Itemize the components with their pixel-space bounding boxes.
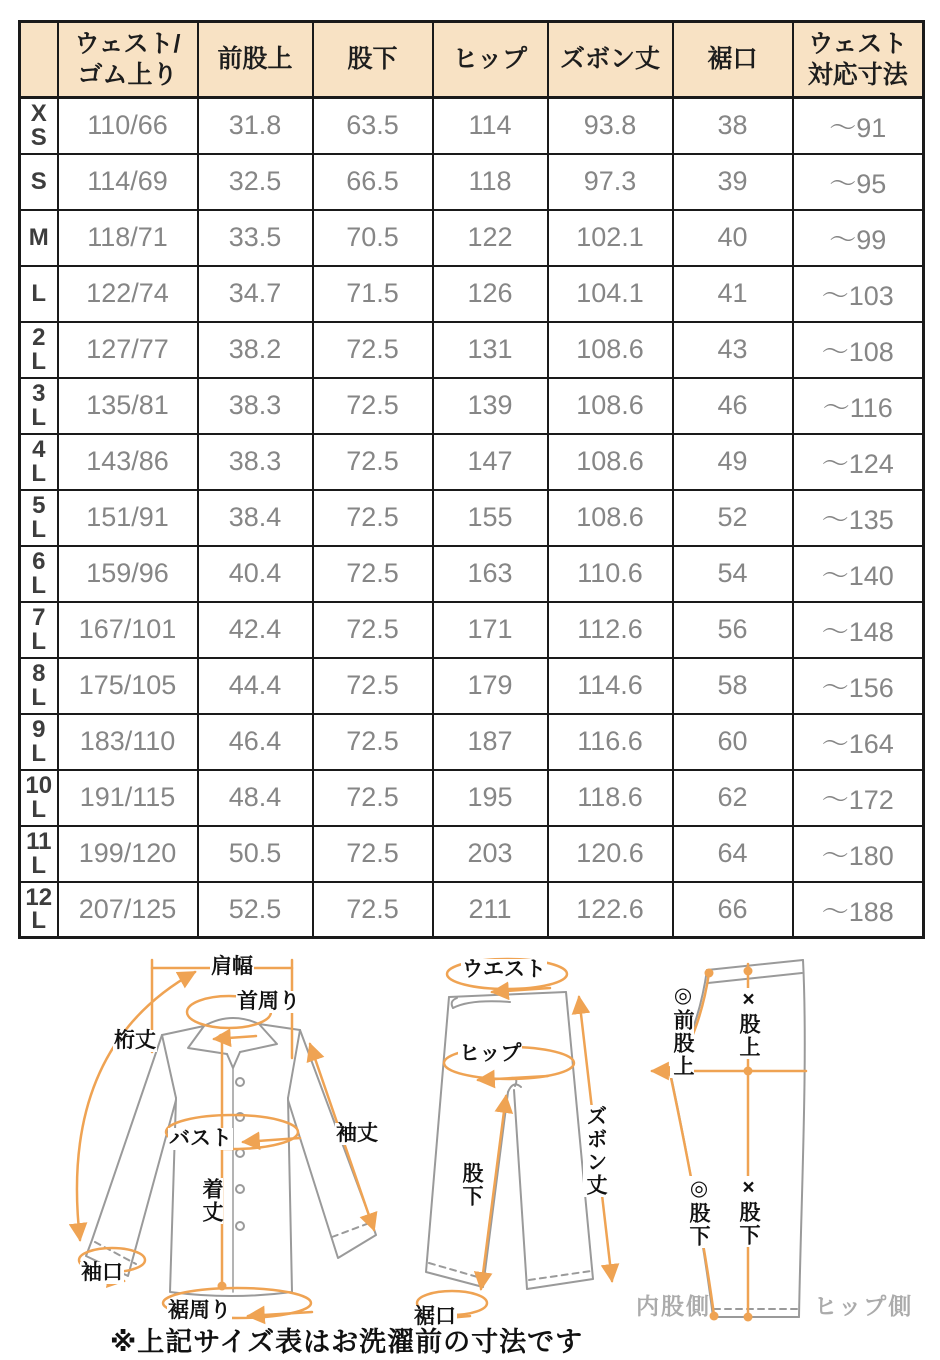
measurement-cell: 131 [433, 322, 548, 378]
measurement-cell: 42.4 [198, 602, 313, 658]
label-inseam-x: ×股下 [737, 1176, 761, 1247]
size-label: 11 L [20, 826, 58, 882]
size-label: 9 L [20, 714, 58, 770]
measurement-cell: 108.6 [548, 378, 673, 434]
measurement-cell: 52 [673, 490, 793, 546]
measurement-cell: ～103 [793, 266, 924, 322]
size-row [20, 378, 924, 434]
size-row [20, 770, 924, 826]
column-header: ズボン丈 [548, 22, 673, 98]
measurement-cell: 66.5 [313, 154, 433, 210]
label-hem-opening: 裾口 [414, 1305, 456, 1328]
measurement-cell: 139 [433, 378, 548, 434]
measurement-diagrams [0, 940, 940, 1340]
column-header: ヒップ [433, 22, 548, 98]
measurement-cell: 147 [433, 434, 548, 490]
measurement-cell: ～140 [793, 546, 924, 602]
measurement-cell: 122/74 [58, 266, 198, 322]
measurement-cell: 43 [673, 322, 793, 378]
label-cuff-opening: 袖口 [81, 1261, 123, 1284]
size-label: 5 L [20, 490, 58, 546]
pants-front-outline-drawing [426, 992, 593, 1289]
measurement-cell: ～135 [793, 490, 924, 546]
label-sleeve-length: 袖丈 [336, 1122, 378, 1145]
size-label: L [20, 266, 58, 322]
header-row [20, 22, 924, 98]
measurement-cell: 72.5 [313, 882, 433, 938]
measurement-cell: 167/101 [58, 602, 198, 658]
size-row [20, 826, 924, 882]
measurement-cell: 50.5 [198, 826, 313, 882]
label-shoulder-width: 肩幅 [211, 955, 253, 978]
measurement-cell: 118.6 [548, 770, 673, 826]
measurement-cell: ～172 [793, 770, 924, 826]
measurement-cell: 58 [673, 658, 793, 714]
measurement-cell: 72.5 [313, 714, 433, 770]
measurement-cell: 44.4 [198, 658, 313, 714]
measurement-cell: 135/81 [58, 378, 198, 434]
size-row [20, 322, 924, 378]
measurement-cell: 114 [433, 98, 548, 154]
measurement-cell: 32.5 [198, 154, 313, 210]
measurement-cell: 62 [673, 770, 793, 826]
label-front-rise: ◎前股上 [671, 983, 695, 1078]
measurement-cell: 122.6 [548, 882, 673, 938]
measurement-cell: 38.4 [198, 490, 313, 546]
size-label: 4 L [20, 434, 58, 490]
pre-wash-note: ※上記サイズ表はお洗濯前の寸法です [110, 1327, 584, 1357]
size-table [18, 20, 925, 939]
measurement-cell: ～95 [793, 154, 924, 210]
size-label: S [20, 154, 58, 210]
measurement-cell: 97.3 [548, 154, 673, 210]
size-label: 12 L [20, 882, 58, 938]
column-header: ウェスト 対応寸法 [793, 22, 924, 98]
measurement-cell: 52.5 [198, 882, 313, 938]
measurement-cell: 183/110 [58, 714, 198, 770]
measurement-cell: 159/96 [58, 546, 198, 602]
size-row [20, 154, 924, 210]
measurement-cell: ～124 [793, 434, 924, 490]
measurement-cell: 127/77 [58, 322, 198, 378]
measurement-cell: 126 [433, 266, 548, 322]
column-header: 前股上 [198, 22, 313, 98]
size-row [20, 98, 924, 154]
column-header: 裾口 [673, 22, 793, 98]
measurement-cell: 207/125 [58, 882, 198, 938]
measurement-cell: 66 [673, 882, 793, 938]
size-label: M [20, 210, 58, 266]
measurement-cell: 187 [433, 714, 548, 770]
measurement-cell: 40 [673, 210, 793, 266]
label-yuki-length: 桁丈 [114, 1029, 156, 1052]
measurement-cell: 72.5 [313, 658, 433, 714]
measurement-cell: 39 [673, 154, 793, 210]
measurement-cell: 38 [673, 98, 793, 154]
size-row [20, 546, 924, 602]
size-label: 7 L [20, 602, 58, 658]
measurement-cell: 33.5 [198, 210, 313, 266]
size-row [20, 658, 924, 714]
measurement-cell: 46 [673, 378, 793, 434]
measurement-cell: ～188 [793, 882, 924, 938]
measurement-cell: 72.5 [313, 826, 433, 882]
shirt-outline-drawing [86, 1018, 376, 1296]
measurement-cell: 64 [673, 826, 793, 882]
size-row [20, 434, 924, 490]
measurement-cell: 38.3 [198, 434, 313, 490]
measurement-cell: 38.3 [198, 378, 313, 434]
label-bust: バスト [169, 1127, 232, 1150]
measurement-cell: ～99 [793, 210, 924, 266]
label-inseam-circle: ◎股下 [687, 1176, 711, 1248]
label-rise: ×股上 [737, 988, 761, 1059]
measurement-cell: 72.5 [313, 490, 433, 546]
measurement-cell: 40.4 [198, 546, 313, 602]
column-header: 股下 [313, 22, 433, 98]
label-body-length: 着丈 [200, 1178, 224, 1224]
measurement-cell: 72.5 [313, 546, 433, 602]
measurement-cell: 120.6 [548, 826, 673, 882]
measurement-cell: 195 [433, 770, 548, 826]
measurement-cell: 199/120 [58, 826, 198, 882]
measurement-cell: 70.5 [313, 210, 433, 266]
label-pants-length: ズボン丈 [584, 1105, 608, 1197]
measurement-cell: 49 [673, 434, 793, 490]
measurement-cell: 104.1 [548, 266, 673, 322]
corner-cell [20, 22, 58, 98]
size-label: 3 L [20, 378, 58, 434]
size-label: 6 L [20, 546, 58, 602]
measurement-cell: 114/69 [58, 154, 198, 210]
measurement-cell: 116.6 [548, 714, 673, 770]
column-header: ウェスト/ ゴム上り [58, 22, 198, 98]
label-hip-side: ヒップ側 [814, 1293, 914, 1319]
measurement-cell: 175/105 [58, 658, 198, 714]
measurement-cell: ～156 [793, 658, 924, 714]
measurement-cell: ～164 [793, 714, 924, 770]
size-row [20, 602, 924, 658]
measurement-cell: 54 [673, 546, 793, 602]
measurement-cell: 38.2 [198, 322, 313, 378]
size-row [20, 490, 924, 546]
measurement-cell: 179 [433, 658, 548, 714]
label-neck-around: 首周り [237, 990, 300, 1013]
label-waist: ウエスト [462, 958, 546, 981]
label-hip: ヒップ [459, 1042, 522, 1065]
label-inseam-front: 股下 [460, 1162, 484, 1208]
label-hem-around: 裾周り [168, 1299, 231, 1322]
measurement-cell: 102.1 [548, 210, 673, 266]
measurement-cell: 203 [433, 826, 548, 882]
measurement-cell: 93.8 [548, 98, 673, 154]
measurement-cell: 108.6 [548, 434, 673, 490]
measurement-cell: ～108 [793, 322, 924, 378]
size-label: X S [20, 98, 58, 154]
measurement-cell: 171 [433, 602, 548, 658]
measurement-cell: ～180 [793, 826, 924, 882]
measurement-cell: ～148 [793, 602, 924, 658]
measurement-cell: 211 [433, 882, 548, 938]
measurement-cell: ～91 [793, 98, 924, 154]
measurement-cell: 110.6 [548, 546, 673, 602]
measurement-cell: 60 [673, 714, 793, 770]
measurement-cell: 72.5 [313, 770, 433, 826]
measurement-cell: 163 [433, 546, 548, 602]
measurement-cell: ～116 [793, 378, 924, 434]
measurement-cell: 34.7 [198, 266, 313, 322]
size-row [20, 210, 924, 266]
size-label: 8 L [20, 658, 58, 714]
size-row [20, 714, 924, 770]
measurement-cell: 31.8 [198, 98, 313, 154]
measurement-cell: 48.4 [198, 770, 313, 826]
measurement-cell: 110/66 [58, 98, 198, 154]
measurement-cell: 118 [433, 154, 548, 210]
measurement-cell: 41 [673, 266, 793, 322]
measurement-cell: 143/86 [58, 434, 198, 490]
measurement-cell: 56 [673, 602, 793, 658]
measurement-cell: 72.5 [313, 434, 433, 490]
measurement-cell: 72.5 [313, 378, 433, 434]
size-label: 10 L [20, 770, 58, 826]
measurement-cell: 72.5 [313, 322, 433, 378]
measurement-cell: 155 [433, 490, 548, 546]
measurement-cell: 108.6 [548, 490, 673, 546]
size-table-body [20, 98, 924, 938]
size-row [20, 266, 924, 322]
measurement-cell: 108.6 [548, 322, 673, 378]
size-label: 2 L [20, 322, 58, 378]
measurement-cell: 46.4 [198, 714, 313, 770]
measurement-cell: 114.6 [548, 658, 673, 714]
measurement-cell: 112.6 [548, 602, 673, 658]
label-inner-side: 内股側 [636, 1293, 711, 1319]
size-row [20, 882, 924, 938]
measurement-cell: 63.5 [313, 98, 433, 154]
measurement-cell: 118/71 [58, 210, 198, 266]
measurement-cell: 191/115 [58, 770, 198, 826]
measurement-cell: 122 [433, 210, 548, 266]
measurement-cell: 72.5 [313, 602, 433, 658]
measurement-cell: 151/91 [58, 490, 198, 546]
measurement-cell: 71.5 [313, 266, 433, 322]
